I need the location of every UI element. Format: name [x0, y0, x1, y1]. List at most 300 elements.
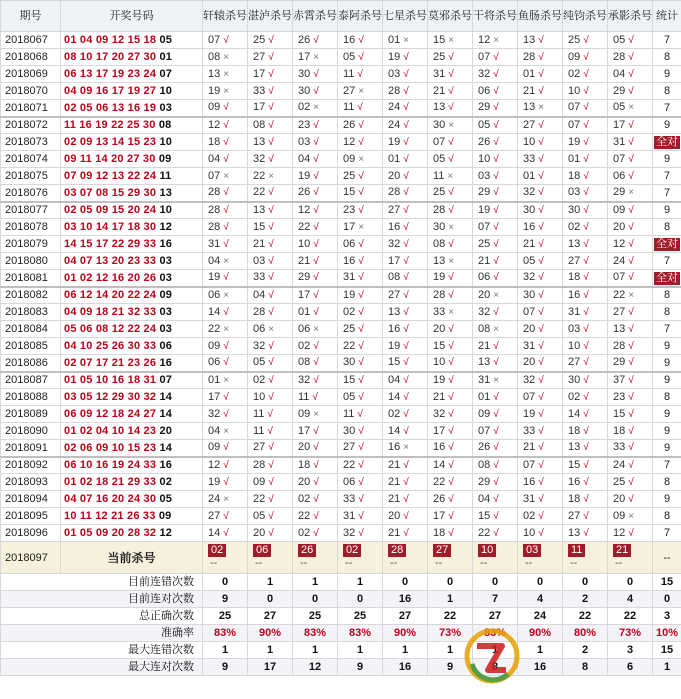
draw-numbers-cell	[61, 457, 203, 474]
kill-number: 25	[253, 33, 266, 46]
pass-mark-icon: √	[268, 527, 274, 539]
red-ball-number: 08	[95, 186, 109, 199]
pass-mark-icon: √	[493, 476, 499, 488]
red-ball-number: 18	[95, 476, 109, 488]
fail-mark-icon: ×	[628, 289, 635, 301]
kill-number: 06	[478, 271, 491, 284]
pass-mark-icon: √	[403, 187, 409, 199]
pass-mark-icon: √	[358, 357, 364, 369]
kill-number: 25	[433, 50, 446, 63]
pass-mark-icon: √	[403, 170, 409, 182]
red-ball-number: 21	[111, 306, 125, 318]
pass-mark-icon: √	[358, 442, 364, 454]
kill-number: 19	[388, 339, 401, 352]
fail-mark-icon: ×	[448, 306, 455, 318]
kill-cell	[248, 66, 293, 83]
kill-cell	[203, 474, 248, 491]
current-kill-badge: 26	[298, 544, 316, 557]
kill-cell	[203, 355, 248, 372]
kill-number: 18	[568, 271, 581, 284]
table-row	[1, 508, 681, 525]
pass-mark-icon: √	[628, 425, 634, 437]
kill-number: 15	[433, 339, 446, 352]
current-label: 当前杀号	[61, 542, 203, 574]
current-section	[1, 542, 681, 574]
red-ball-number: 05	[79, 101, 93, 114]
kill-number: 02	[568, 220, 581, 233]
kill-number: 02	[568, 67, 581, 80]
kill-number: 27	[568, 356, 581, 369]
pass-mark-icon: √	[403, 374, 409, 386]
draw-numbers-cell	[61, 355, 203, 372]
fail-mark-icon: ×	[223, 255, 230, 267]
pass-mark-icon: √	[448, 510, 454, 522]
kill-cell	[428, 219, 473, 236]
pass-mark-icon: √	[223, 102, 229, 114]
red-ball-number: 12	[95, 408, 109, 420]
stat-value: 9	[663, 68, 671, 80]
pass-mark-icon: √	[493, 527, 499, 539]
kill-number: 10	[253, 390, 266, 403]
red-ball-number: 33	[143, 306, 157, 318]
kill-number: 13	[568, 441, 581, 454]
current-kill-badge: 06	[253, 544, 271, 557]
period-cell: 2018088	[1, 389, 61, 406]
stat-cell	[653, 440, 681, 457]
kill-number: 07	[208, 33, 221, 46]
kill-number: 20	[523, 322, 536, 335]
kill-cell	[203, 202, 248, 219]
kill-number: 07	[478, 424, 491, 437]
pass-mark-icon: √	[403, 323, 409, 335]
blue-ball-number: 16	[159, 459, 173, 472]
red-ball-number: 09	[79, 170, 93, 182]
blue-ball-number: 12	[159, 221, 173, 233]
kill-cell	[563, 440, 608, 457]
pass-mark-icon: √	[313, 493, 319, 505]
kill-number: 13	[253, 203, 266, 216]
kill-number: 08	[208, 50, 221, 63]
stat-cell	[653, 355, 681, 372]
kill-number: 19	[433, 373, 446, 386]
pass-mark-icon: √	[358, 459, 364, 471]
pass-mark-icon: √	[313, 170, 319, 182]
pass-mark-icon: √	[493, 272, 499, 284]
red-ball-number: 01	[64, 271, 77, 284]
red-ball-number: 05	[79, 391, 93, 403]
kill-number: 29	[298, 271, 311, 284]
kill-number: 02	[298, 101, 311, 114]
stat-cell	[653, 270, 681, 287]
kill-cell	[428, 49, 473, 66]
red-ball-number: 11	[79, 510, 92, 522]
fail-mark-icon: ×	[628, 187, 635, 199]
summary-value: 1	[248, 574, 293, 591]
stat-value: 7	[663, 101, 671, 114]
red-ball-number: 29	[127, 186, 141, 199]
kill-number: 09	[613, 203, 626, 216]
pass-mark-icon: √	[538, 442, 544, 454]
pass-mark-icon: √	[628, 323, 634, 335]
kill-cell	[293, 134, 338, 151]
kill-number: 32	[388, 237, 401, 250]
kill-cell	[608, 185, 653, 202]
pass-mark-icon: √	[538, 221, 544, 233]
red-ball-number: 26	[143, 271, 157, 284]
draw-numbers-cell	[61, 474, 203, 491]
stat-value: 全对	[656, 136, 678, 148]
kill-number: 14	[433, 458, 446, 471]
kill-cell	[338, 525, 383, 542]
pass-mark-icon: √	[403, 153, 409, 165]
kill-number: 15	[433, 33, 446, 46]
table-row	[1, 491, 681, 508]
kill-cell	[203, 236, 248, 253]
kill-number: 27	[253, 441, 266, 454]
kill-cell	[473, 474, 518, 491]
pass-mark-icon: √	[268, 136, 274, 148]
table-row	[1, 117, 681, 134]
summary-value: 83%	[293, 625, 338, 642]
kill-number: 09	[208, 101, 221, 114]
blue-ball-number: 12	[159, 527, 173, 539]
draw-numbers-cell	[61, 287, 203, 304]
header-method: 赤霄杀号	[293, 1, 338, 32]
current-kill-cell: 21 --	[608, 542, 653, 574]
kill-number: 08	[478, 458, 491, 471]
kill-number: 08	[478, 322, 491, 335]
red-ball-number: 18	[127, 374, 141, 387]
pass-mark-icon: √	[448, 357, 454, 369]
kill-number: 19	[208, 84, 221, 97]
stat-cell	[653, 83, 681, 100]
pass-mark-icon: √	[493, 136, 499, 148]
pass-mark-icon: √	[583, 85, 589, 97]
period-cell: 2018087	[1, 372, 61, 389]
kill-number: 24	[388, 101, 401, 114]
kill-number: 13	[523, 33, 536, 46]
pass-mark-icon: √	[628, 476, 634, 488]
kill-cell	[203, 304, 248, 321]
kill-number: 30	[568, 373, 581, 386]
pass-mark-icon: √	[538, 493, 544, 505]
kill-number: 31	[208, 237, 221, 250]
kill-number: 27	[523, 118, 536, 131]
kill-number: 32	[298, 373, 311, 386]
summary-row	[1, 591, 681, 608]
table-row	[1, 372, 681, 389]
kill-cell	[338, 406, 383, 423]
pass-mark-icon: √	[223, 221, 229, 233]
red-ball-number: 17	[95, 51, 109, 63]
red-ball-number: 33	[143, 255, 157, 267]
kill-number: 22	[253, 186, 266, 199]
pass-mark-icon: √	[448, 272, 454, 284]
pass-mark-icon: √	[538, 85, 544, 97]
pass-mark-icon: √	[538, 255, 544, 267]
kill-cell	[473, 406, 518, 423]
kill-cell	[428, 474, 473, 491]
pass-mark-icon: √	[357, 102, 363, 114]
current-kill-badge: 10	[478, 544, 496, 557]
kill-number: 29	[478, 475, 491, 488]
kill-cell	[293, 321, 338, 338]
kill-number: 28	[253, 458, 266, 471]
pass-mark-icon: √	[223, 306, 229, 318]
red-ball-number: 26	[127, 510, 140, 522]
blue-ball-number: 05	[159, 34, 173, 46]
red-ball-number: 02	[79, 476, 93, 488]
current-kill-cell: 10 --	[473, 542, 518, 574]
red-ball-number: 18	[143, 34, 157, 46]
kill-cell	[338, 474, 383, 491]
red-ball-number: 24	[143, 204, 157, 217]
pass-mark-icon: √	[583, 408, 589, 420]
pass-mark-icon: √	[313, 306, 319, 318]
kill-cell	[383, 168, 428, 185]
kill-number: 16	[388, 322, 401, 335]
kill-cell	[338, 253, 383, 270]
pass-mark-icon: √	[538, 272, 544, 284]
kill-number: 20	[478, 288, 491, 301]
kill-number: 33	[253, 84, 266, 97]
fail-mark-icon: ×	[223, 51, 230, 63]
pass-mark-icon: √	[583, 425, 589, 437]
red-ball-number: 22	[111, 119, 124, 132]
kill-cell	[518, 372, 563, 389]
kill-cell	[293, 508, 338, 525]
kill-cell	[428, 304, 473, 321]
kill-cell	[518, 100, 563, 117]
draw-numbers-cell	[61, 491, 203, 508]
kill-number: 01	[388, 33, 401, 46]
kill-number: 10	[298, 237, 311, 250]
red-ball-number: 20	[111, 493, 125, 505]
table-row	[1, 338, 681, 355]
kill-number: 37	[613, 373, 626, 386]
pass-mark-icon: √	[268, 306, 274, 318]
kill-number: 28	[208, 220, 221, 233]
kill-number: 05	[343, 390, 356, 403]
red-ball-number: 19	[127, 85, 141, 97]
kill-cell	[248, 168, 293, 185]
kill-cell	[563, 253, 608, 270]
kill-cell	[518, 202, 563, 219]
red-ball-number: 23	[143, 441, 157, 454]
pass-mark-icon: √	[268, 255, 274, 267]
kill-cell	[248, 372, 293, 389]
pass-mark-icon: √	[403, 68, 409, 80]
kill-cell	[473, 219, 518, 236]
pass-mark-icon: √	[448, 85, 454, 97]
kill-number: 31	[568, 305, 581, 318]
table-row	[1, 270, 681, 287]
pass-mark-icon: √	[223, 272, 229, 284]
kill-cell	[383, 525, 428, 542]
kill-cell	[428, 457, 473, 474]
kill-number: 09	[208, 441, 221, 454]
summary-label: 目前连错次数	[1, 574, 203, 591]
pass-mark-icon: √	[538, 374, 544, 386]
kill-cell	[203, 389, 248, 406]
kill-number: 13	[433, 101, 446, 114]
kill-number: 27	[388, 203, 401, 216]
kill-number: 16	[388, 441, 401, 454]
pass-mark-icon: √	[448, 323, 454, 335]
site-logo-icon	[462, 628, 522, 684]
kill-number: 20	[613, 492, 626, 505]
kill-number: 13	[568, 237, 581, 250]
kill-cell	[338, 168, 383, 185]
kill-cell	[383, 134, 428, 151]
pass-mark-icon: √	[357, 68, 363, 80]
pass-mark-icon: √	[267, 408, 273, 420]
kill-number: 01	[568, 152, 581, 165]
kill-number: 32	[208, 407, 221, 420]
kill-cell	[473, 321, 518, 338]
kill-cell	[473, 270, 518, 287]
kill-number: 26	[298, 186, 311, 199]
kill-number: 14	[568, 407, 581, 420]
pass-mark-icon: √	[403, 306, 409, 318]
red-ball-number: 10	[79, 459, 93, 472]
kill-number: 03	[298, 135, 311, 148]
kill-number: 16	[343, 33, 356, 46]
draw-numbers-cell	[61, 32, 203, 49]
pass-mark-icon: √	[313, 204, 319, 216]
period-cell: 2018084	[1, 321, 61, 338]
kill-number: 12	[208, 118, 221, 131]
pass-mark-icon: √	[538, 238, 544, 250]
kill-number: 32	[523, 271, 536, 284]
kill-number: 30	[298, 84, 311, 97]
red-ball-number: 07	[64, 170, 77, 182]
summary-stat: 15	[653, 574, 681, 591]
summary-value: 22	[608, 608, 653, 625]
period-cell: 2018070	[1, 83, 61, 100]
red-ball-number: 19	[143, 101, 157, 114]
kill-number: 13	[478, 356, 491, 369]
draw-numbers-cell	[61, 270, 203, 287]
kill-cell	[473, 304, 518, 321]
table-row	[1, 355, 681, 372]
kill-cell	[383, 32, 428, 49]
fail-mark-icon: ×	[223, 85, 230, 97]
kill-number: 21	[388, 475, 401, 488]
kill-cell	[248, 508, 293, 525]
summary-value: 16	[383, 591, 428, 608]
pass-mark-icon: √	[448, 289, 454, 301]
pass-mark-icon: √	[313, 153, 319, 165]
kill-cell	[428, 321, 473, 338]
pass-mark-icon: √	[448, 374, 454, 386]
fail-mark-icon: ×	[447, 170, 454, 182]
table-row	[1, 49, 681, 66]
pass-mark-icon: √	[493, 51, 499, 63]
kill-cell	[203, 151, 248, 168]
red-ball-number: 12	[95, 510, 108, 522]
header-method: 纯钧杀号	[563, 1, 608, 32]
kill-cell	[608, 83, 653, 100]
summary-value: 1	[518, 642, 563, 659]
stat-cell	[653, 304, 681, 321]
summary-value: 0	[563, 574, 608, 591]
red-ball-number: 09	[64, 153, 77, 165]
period-cell: 2018089	[1, 406, 61, 423]
kill-cell	[428, 406, 473, 423]
pass-mark-icon: √	[583, 153, 589, 165]
kill-number: 08	[433, 237, 446, 250]
kill-number: 24	[208, 492, 221, 505]
pass-mark-icon: √	[583, 374, 589, 386]
kill-cell	[473, 117, 518, 134]
kill-cell	[428, 134, 473, 151]
red-ball-number: 01	[64, 34, 77, 46]
kill-number: 24	[613, 458, 626, 471]
kill-cell	[518, 474, 563, 491]
fail-mark-icon: ×	[493, 289, 500, 301]
summary-value: 3	[608, 642, 653, 659]
table-row	[1, 83, 681, 100]
kill-cell	[293, 49, 338, 66]
summary-value: 0	[428, 574, 473, 591]
pass-mark-icon: √	[403, 272, 409, 284]
kill-cell	[608, 406, 653, 423]
fail-mark-icon: ×	[448, 255, 455, 267]
kill-cell	[563, 304, 608, 321]
pass-mark-icon: √	[448, 238, 454, 250]
red-ball-number: 14	[127, 425, 141, 437]
kill-number: 13	[568, 526, 581, 539]
kill-cell	[293, 253, 338, 270]
kill-cell	[473, 423, 518, 440]
stat-cell	[653, 372, 681, 389]
summary-value: 16	[383, 659, 428, 676]
pass-mark-icon: √	[583, 323, 589, 335]
kill-cell	[608, 66, 653, 83]
kill-number: 18	[568, 169, 581, 182]
kill-cell	[203, 270, 248, 287]
pass-mark-icon: √	[358, 510, 364, 522]
kill-number: 09	[568, 50, 581, 63]
kill-cell	[293, 219, 338, 236]
kill-cell	[473, 236, 518, 253]
kill-number: 31	[523, 339, 536, 352]
period-cell: 2018075	[1, 168, 61, 185]
red-ball-number: 22	[111, 238, 125, 250]
kill-cell	[338, 185, 383, 202]
red-ball-number: 33	[143, 238, 157, 250]
red-ball-number: 24	[143, 323, 157, 335]
pass-mark-icon: √	[628, 493, 634, 505]
fail-mark-icon: ×	[223, 425, 230, 437]
kill-number: 12	[613, 526, 626, 539]
pass-mark-icon: √	[313, 136, 319, 148]
draw-numbers-cell	[61, 151, 203, 168]
kill-number: 07	[613, 152, 626, 165]
red-ball-number: 22	[127, 170, 141, 182]
red-ball-number: 10	[79, 51, 93, 63]
kill-number: 28	[253, 305, 266, 318]
summary-value: 9	[203, 591, 248, 608]
stat-cell	[653, 253, 681, 270]
pass-mark-icon: √	[628, 306, 634, 318]
kill-cell	[293, 236, 338, 253]
summary-value: 1	[203, 642, 248, 659]
period-cell: 2018076	[1, 185, 61, 202]
kill-number: 17	[253, 67, 266, 80]
blue-ball-number: 08	[158, 119, 172, 132]
